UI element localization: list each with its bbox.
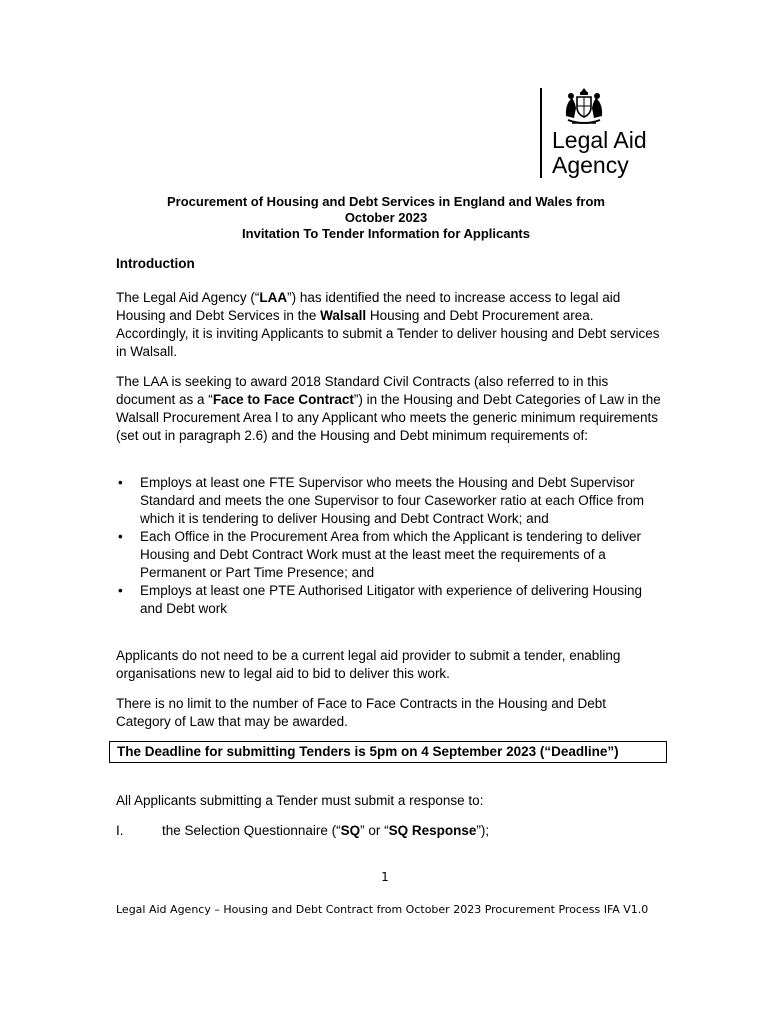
bullet-icon: • <box>118 583 123 598</box>
intro-paragraph-1 <box>116 289 661 361</box>
list-item <box>116 474 661 528</box>
logo-line-2: Agency <box>552 152 629 178</box>
list-item <box>116 528 661 582</box>
intro-paragraph-2 <box>116 373 661 445</box>
item-text <box>162 822 489 840</box>
intro-paragraph-3: Applicants do not need to be a current legal aid provider to submit a tender, enabling organisations new to legal aid to bid to deliver this work. <box>116 648 621 681</box>
list-item-text: Employs at least one PTE Authorised Litigator with experience of delivering Housing and Debt work <box>140 583 643 616</box>
face-to-face-contract-bold: Face to Face Contract <box>212 392 354 407</box>
text-span: The Legal Aid Agency (“ <box>116 290 260 305</box>
bullet-icon: • <box>118 475 123 490</box>
deadline-box: The Deadline for submitting Tenders is 5pm on 4 September 2023 (“Deadline”) <box>109 741 667 763</box>
royal-coat-of-arms-icon <box>562 86 606 126</box>
sq-bold: SQ <box>340 823 361 838</box>
document-title <box>116 194 656 242</box>
legal-aid-agency-logo <box>540 86 670 182</box>
list-item-text: Each Office in the Procurement Area from which the Applicant is tendering to deliver Housing and Debt Contract Work must at the least meet the requirements of a Permanent or Part Time Presence; and <box>140 529 642 580</box>
list-item <box>116 582 661 618</box>
text-span: Housing and Debt Procurement area. Accordingly, it is inviting Applicants to submit a Tender to deliver housing and Debt services in Walsall. <box>116 308 660 359</box>
text-span: the Selection Questionnaire (“ <box>162 823 341 838</box>
logo-text <box>552 128 647 178</box>
text-span: The LAA is seeking to award 2018 Standard Civil Contracts (also referred to in this document as a “ <box>116 374 609 407</box>
list-item-text: Employs at least one FTE Supervisor who meets the Housing and Debt Supervisor Standard and meets the one Supervisor to four Caseworker ratio at each Office from which it is tendering to deliver Housing and Debt Contract Work; and <box>140 475 645 526</box>
page-number: 1 <box>381 870 389 884</box>
sq-response-bold: SQ Response <box>388 823 477 838</box>
text-span: ”) in the Housing and Debt Categories of Law in the Walsall Procurement Area l to any Applicant who meets the generic minimum requirements (set out in paragraph 2.6) and the Housing and Debt minimum requirements of: <box>116 392 661 443</box>
text-span: ”) has identified the need to increase access to legal aid Housing and Debt Services in the <box>116 290 621 323</box>
introduction-heading: Introduction <box>116 256 195 271</box>
logo-divider-bar <box>540 88 542 178</box>
title-line-2: October 2023 <box>344 210 428 225</box>
walsall-bold: Walsall <box>320 308 367 323</box>
submission-paragraph: All Applicants submitting a Tender must submit a response to: <box>116 793 484 808</box>
laa-bold: LAA <box>259 290 288 305</box>
text-span: ”); <box>476 823 490 838</box>
text-span: ” or “ <box>360 823 389 838</box>
title-line-3: Invitation To Tender Information for Applicants <box>242 226 530 241</box>
requirements-list <box>116 474 661 618</box>
intro-paragraph-4: There is no limit to the number of Face to Face Contracts in the Housing and Debt Category of Law that may be awarded. <box>116 696 606 729</box>
page-footer: Legal Aid Agency – Housing and Debt Contract from October 2023 Procurement Process IFA V1.0 <box>116 903 649 916</box>
logo-line-1: Legal Aid <box>552 127 647 153</box>
item-number: I. <box>116 823 124 838</box>
title-line-1: Procurement of Housing and Debt Services in England and Wales from <box>167 194 605 209</box>
bullet-icon: • <box>118 529 123 544</box>
